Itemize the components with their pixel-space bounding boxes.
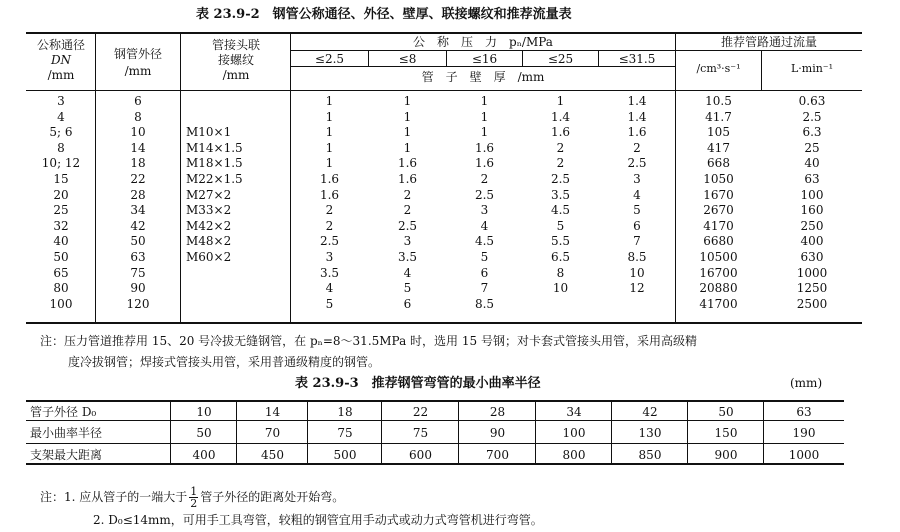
table1-cell: [599, 297, 675, 313]
table1-cell: 7: [480, 281, 489, 296]
table1-cell: M48×2: [186, 234, 232, 249]
table1-cell: 3: [633, 171, 641, 186]
table1-cell: M60×2: [186, 249, 232, 264]
table1-cell: 5.5: [550, 234, 571, 249]
table2-cell: 400: [192, 448, 216, 462]
table1-cell: 100: [49, 296, 73, 311]
table1-cell: 1: [403, 94, 412, 108]
table1-cell: 25: [804, 140, 820, 155]
table2-note1-suffix: 管子外径的距离处开始弯。: [200, 490, 345, 504]
table1-cell: 3: [403, 234, 412, 249]
table1-cell: 2.5: [550, 171, 571, 186]
table2-cell: 42: [642, 405, 658, 419]
table1-cell: 100: [800, 187, 824, 202]
table1-cell: 2: [325, 218, 334, 233]
table2-cell: 50: [196, 426, 212, 440]
table1-cell: 160: [800, 203, 824, 218]
table1-cell: 28: [130, 187, 146, 202]
table1-cell: 1250: [796, 281, 828, 296]
pressure-level: ≤8: [398, 52, 417, 66]
table1-cell: 12: [629, 281, 645, 296]
table1-cell: 40: [53, 234, 69, 249]
table1-cell: 8.5: [627, 249, 647, 264]
table1-cell: 6: [480, 265, 489, 280]
table1-cell: 5: [633, 203, 641, 218]
table2-cell: 50: [718, 405, 734, 419]
table1-cell: 7: [633, 234, 641, 249]
table1-cell: 417: [707, 140, 730, 155]
table1-cell: 3.5: [550, 187, 571, 202]
table1-cell: 0.63: [798, 94, 826, 108]
table1-cell: 2670: [703, 203, 734, 218]
table1-cell: 105: [707, 125, 730, 140]
wall-column-2.5: [291, 94, 368, 312]
table2-cell: 10: [196, 405, 212, 419]
flow-header: 推荐管路通过流量: [720, 35, 817, 49]
table1-cell: 63: [130, 249, 146, 264]
table1-cell: 2.5: [474, 187, 495, 202]
table1-cell: 1670: [703, 187, 734, 202]
table1-cell: 32: [53, 218, 69, 233]
table1-header-rule: [26, 90, 862, 91]
table1-cell: 22: [130, 171, 146, 186]
table1-cell: 3: [57, 94, 65, 108]
od-header: 钢管外径 /mm: [113, 47, 162, 78]
table1-cell: 5; 6: [49, 125, 73, 140]
table1-cell: 2: [403, 203, 412, 218]
table1-cell: 120: [126, 296, 150, 311]
table1-cell: 16700: [699, 265, 738, 280]
table1-cell: 3: [325, 249, 334, 264]
pressure-header: 公 称 压 力 pₙ/MPa: [413, 35, 553, 49]
table1-cell: M18×1.5: [186, 156, 243, 171]
table1-cell: 25: [53, 203, 69, 218]
table1-cell: 1.4: [550, 109, 571, 124]
table1-cell: 1.6: [397, 156, 418, 171]
table2-cell: 130: [638, 426, 662, 440]
table1-cell: 250: [800, 218, 824, 233]
table2-row: [26, 403, 844, 422]
table1-cell: 1.6: [550, 125, 571, 140]
table2-cell: 100: [562, 426, 586, 440]
table1-cell: 1.6: [474, 156, 495, 171]
table1-note-line2: 度冷拔钢管；焊接式管接头用管，采用普通级精度的钢管。: [68, 355, 381, 369]
table1-cell: [186, 281, 290, 297]
table1-cell: 10500: [699, 249, 738, 264]
table1-cell: 1.4: [627, 109, 647, 124]
table1-cell: 4.5: [474, 234, 495, 249]
table2-cell: 34: [566, 405, 582, 419]
table1-cell: 1: [480, 125, 489, 140]
table1-cell: M10×1: [186, 125, 232, 140]
pressure-level: ≤25: [547, 52, 574, 66]
table2-unit: (mm): [790, 376, 823, 390]
table1-cell: 1: [403, 140, 412, 155]
table2-cell: 1000: [788, 448, 820, 462]
table2-row-rule: [26, 443, 844, 444]
table1-cell: 1.6: [319, 171, 340, 186]
table1-cell: 4: [57, 109, 65, 124]
table1-top-rule: [26, 32, 862, 34]
flow-unit: /cm³·s⁻¹: [696, 62, 741, 75]
table1-cell: 1: [403, 109, 412, 124]
table1-cell: 4: [480, 218, 489, 233]
table2-cell: 700: [486, 448, 509, 462]
wall-column-31.5: [599, 94, 675, 312]
table1-cell: 1: [480, 109, 489, 124]
table1-cell: 2: [480, 171, 489, 186]
table1-cell: 8.5: [474, 296, 495, 311]
table2-cell: 18: [337, 405, 353, 419]
table2-note1-prefix: 注：1. 应从管子的一端大于: [40, 490, 188, 504]
table1-cell: 10.5: [705, 94, 732, 108]
table1-cell: 1.6: [397, 171, 418, 186]
table1-cell: 6: [403, 296, 412, 311]
table1-cell: 5: [403, 281, 412, 296]
table1-cell: 1050: [703, 171, 734, 186]
od-column: [96, 94, 180, 312]
table1-cell: 42: [130, 218, 146, 233]
table1-cell: 50: [130, 234, 146, 249]
flow-unit: L·min⁻¹: [790, 62, 834, 75]
table1-cell: 14: [130, 140, 146, 155]
dn-column: [26, 94, 96, 312]
table1-cell: M42×2: [186, 218, 232, 233]
table1-cell: 50: [53, 249, 69, 264]
table2-cell: 900: [714, 448, 738, 462]
table2-note2: 2. D₀≤14mm，可用手工具弯管，较粗的钢管宜用手动式或动力式弯管机进行弯管。: [93, 513, 543, 527]
table1-cell: 1.6: [319, 187, 340, 202]
table1-cell: [186, 94, 290, 110]
table1-cell: 1: [325, 140, 334, 155]
table1-cell: 1: [325, 94, 334, 108]
table2-cell: 28: [489, 405, 506, 419]
table1-flow-rule: [675, 50, 862, 51]
table1-cell: [186, 110, 290, 126]
table1-title: 表 23.9-2 钢管公称通径、外径、壁厚、联接螺纹和推荐流量表: [196, 7, 572, 22]
table2-row: [26, 446, 844, 465]
table2-cell: 850: [638, 448, 662, 462]
table1-cell: 1: [325, 125, 334, 140]
flow-cm-column: [676, 94, 761, 312]
table2-top-rule: [26, 400, 844, 402]
table1-cell: M27×2: [186, 187, 232, 202]
table2-cell: 70: [264, 426, 281, 440]
table1-cell: 2.5: [319, 234, 340, 249]
table2-title: 表 23.9-3 推荐钢管弯管的最小曲率半径: [295, 376, 541, 391]
table2-row: [26, 424, 844, 443]
fraction-denominator: 2: [190, 497, 198, 510]
table1-cell: [523, 297, 598, 313]
wall-column-25: [523, 94, 598, 312]
table1-cell: M14×1.5: [186, 140, 243, 155]
table1-cell: 1.6: [627, 125, 647, 140]
table1-cell: 63: [804, 171, 820, 186]
table1-cell: 2: [633, 140, 641, 155]
table1-cell: 2: [556, 156, 565, 171]
table2-note1: [40, 486, 344, 509]
table2-cell: 450: [261, 448, 284, 462]
pressure-level: ≤16: [471, 52, 498, 66]
table1-cell: 8: [57, 140, 65, 155]
table2-cell: 600: [409, 448, 432, 462]
table1-cell: 1: [325, 109, 334, 124]
dn-header: 公称通径 DN /mm: [36, 38, 85, 82]
table1-pressure-rule: [291, 50, 675, 51]
table1-note-line1: 注：压力管道推荐用 15、20 号冷拔无缝钢管，在 pₙ=8～31.5MPa 时，选用 15 号钢；对卡套式管接头用管，采用高级精: [40, 334, 697, 348]
table1-cell: 6.5: [550, 249, 571, 264]
table1-cell: 1.4: [627, 94, 647, 108]
table1-cell: 6: [134, 94, 142, 108]
table1-cell: 630: [800, 249, 824, 264]
table1-cell: 18: [130, 156, 146, 171]
table1-wall-rule: [291, 66, 675, 67]
table1-cell: 5: [480, 249, 489, 264]
wall-column-8: [369, 94, 446, 312]
table2-cell: 90: [489, 426, 506, 440]
table2-cell: 500: [333, 448, 357, 462]
table2-row-label: 支架最大距离: [30, 448, 103, 462]
table1-cell: 2.5: [627, 156, 647, 171]
table1-cell: 10: [130, 125, 146, 140]
flow-l-column: [762, 94, 862, 312]
table1-cell: 10; 12: [41, 156, 81, 171]
table1-cell: 1: [403, 125, 412, 140]
table1-bottom-rule: [26, 322, 862, 324]
table1-cell: 90: [130, 281, 146, 296]
table2-cell: 800: [562, 448, 586, 462]
table1-cell: 3.5: [319, 265, 340, 280]
table1-cell: 1: [325, 156, 334, 171]
table2-row-label: 最小曲率半径: [30, 426, 103, 440]
table1-cell: 1: [556, 94, 565, 108]
table1-cell: 6.3: [802, 125, 822, 140]
table1-cell: 65: [53, 265, 69, 280]
table1-cell: 1: [480, 94, 489, 108]
table1-cell: 4: [325, 281, 334, 296]
table1-cell: 20: [53, 187, 69, 202]
fraction-numerator: 1: [190, 485, 198, 498]
table1-cell: M33×2: [186, 203, 232, 218]
pressure-level: ≤31.5: [618, 52, 656, 66]
table1-cell: 20880: [699, 281, 738, 296]
table1-cell: 34: [130, 203, 146, 218]
table1-cell: 15: [53, 171, 69, 186]
table2-row-label: 管子外径 D₀: [30, 405, 97, 419]
table1-cell: [186, 266, 290, 282]
table1-cell: 668: [707, 156, 730, 171]
table1-cell: 41.7: [705, 109, 732, 124]
table1-cell: 1.6: [474, 140, 495, 155]
table1-cell: 10: [552, 281, 569, 296]
pressure-level: ≤2.5: [314, 52, 345, 66]
table2-cell: 75: [412, 426, 429, 440]
table1-cell: 3: [480, 203, 489, 218]
table1-cell: 75: [130, 265, 146, 280]
table1-cell: 400: [800, 234, 824, 249]
table1-cell: 4.5: [550, 203, 571, 218]
one-half-fraction: [189, 486, 198, 509]
table1-cell: 4170: [703, 218, 734, 233]
table1-cell: 6: [633, 218, 641, 233]
thread-column: [186, 94, 290, 312]
table1-cell: 2500: [796, 296, 828, 311]
table1-cell: 40: [804, 156, 820, 171]
wall-header: 管 子 壁 厚 /mm: [421, 70, 545, 84]
table1-cell: 6680: [703, 234, 734, 249]
table1-cell: 41700: [699, 296, 738, 311]
table1-cell: 2: [325, 203, 334, 218]
table1-cell: M22×1.5: [186, 171, 243, 186]
table2-cell: 22: [412, 405, 429, 419]
table1-cell: 4: [403, 265, 412, 280]
table2-cell: 63: [796, 405, 812, 419]
table1-cell: 2: [403, 187, 412, 202]
table2-cell: 75: [337, 426, 353, 440]
table1-cell: 2: [556, 140, 565, 155]
table1-cell: 2.5: [802, 109, 822, 124]
table1-cell: 10: [629, 265, 645, 280]
table1-cell: 5: [325, 296, 334, 311]
table2-cell: 150: [714, 426, 738, 440]
table1-cell: 5: [556, 218, 565, 233]
table1-cell: 8: [134, 109, 142, 124]
table1-cell: 2.5: [397, 218, 418, 233]
table1-cell: 4: [633, 187, 641, 202]
table1-cell: 8: [556, 265, 565, 280]
table1-cell: 1000: [796, 265, 828, 280]
table1-cell: 3.5: [397, 249, 418, 264]
table2-cell: 14: [264, 405, 281, 419]
thread-header: 管接头联 接螺纹 /mm: [211, 38, 260, 82]
table2-cell: 190: [792, 426, 816, 440]
table1-cell: 80: [53, 281, 69, 296]
wall-column-16: [447, 94, 522, 312]
table1-cell: [186, 297, 290, 313]
